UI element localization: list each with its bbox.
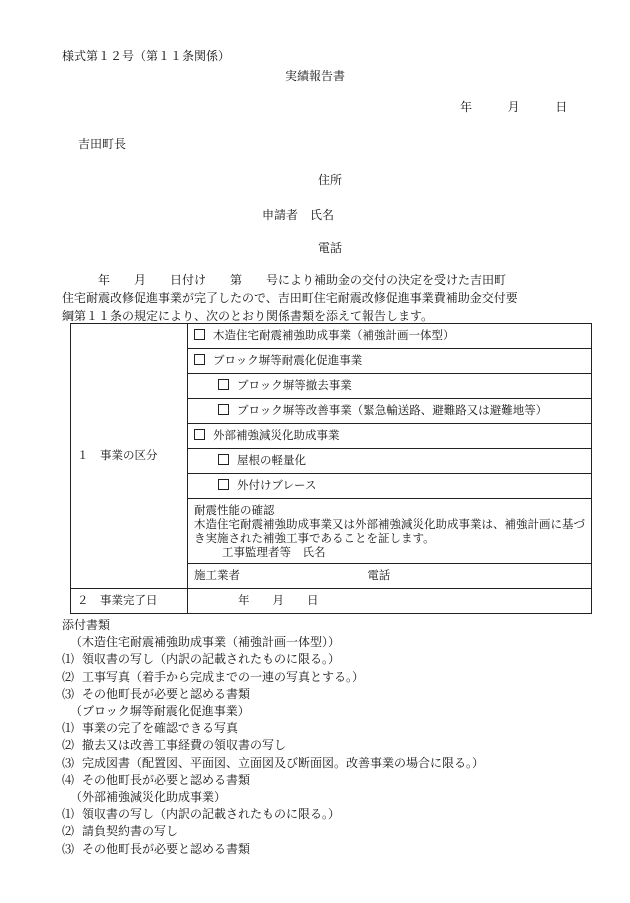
checkbox-icon[interactable]	[194, 429, 205, 440]
option-label: 外付けブレース	[237, 478, 317, 493]
seismic-confirmation-text: 木造住宅耐震補強助成事業又は外部補強減災化助成事業は、補強計画に基づ	[194, 517, 585, 531]
form-number: 様式第１２号（第１１条関係）	[62, 49, 231, 63]
attachment-item: ⑴ 領収書の写し（内訳の記載されたものに限る。）	[62, 652, 341, 667]
seismic-confirmation-title: 耐震性能の確認	[194, 503, 275, 517]
body-line: 住宅耐震改修促進事業が完了したので、吉田町住宅耐震改修促進事業費補助金交付要	[62, 291, 518, 305]
report-table	[70, 323, 592, 614]
seismic-confirmation-cell	[188, 499, 592, 564]
body-paragraph	[62, 271, 582, 325]
attachments-heading: 添付書類	[62, 618, 111, 632]
option-label: 屋根の軽量化	[237, 453, 306, 468]
attachment-item: ⑶ その他町長が必要と認める書類	[62, 686, 251, 701]
attachment-group-title: （ブロック塀等耐震化促進事業）	[70, 704, 250, 719]
applicant-name-label: 申請者 氏名	[262, 208, 335, 222]
seismic-confirmation-text: き実施された補強工事であることを証します。	[194, 531, 435, 545]
attachment-item: ⑴ 領収書の写し（内訳の記載されたものに限る。）	[62, 807, 341, 822]
addressee: 吉田町長	[78, 137, 127, 151]
report-date	[460, 99, 567, 115]
category-label: １ 事業の区分	[71, 324, 188, 589]
attachment-item: ⑶ 完成図書（配置図、平面図、立面図及び断面図。改善事業の場合に限る。）	[62, 755, 485, 770]
date-year-label: 年	[460, 100, 473, 114]
checkbox-icon[interactable]	[218, 404, 229, 415]
contractor-label: 施工業者	[194, 568, 240, 583]
attachment-item: ⑵ 工事写真（着手から完成までの一連の写真とする。）	[62, 669, 365, 684]
date-day-label: 日	[555, 100, 568, 114]
attachment-item: ⑷ その他町長が必要と認める書類	[62, 772, 251, 787]
date-month-label: 月	[507, 100, 520, 114]
checkbox-icon[interactable]	[194, 329, 205, 340]
checkbox-icon[interactable]	[194, 354, 205, 365]
attachment-item: ⑶ その他町長が必要と認める書類	[62, 841, 251, 856]
option-label: 外部補強減災化助成事業	[213, 428, 340, 443]
option-row[interactable]	[188, 399, 592, 424]
attachment-group-title: （外部補強減災化助成事業）	[70, 790, 227, 805]
option-label: ブロック塀等改善事業（緊急輸送路、避難路又は避難地等）	[237, 403, 548, 418]
option-label: ブロック塀等撤去事業	[237, 378, 352, 393]
checkbox-icon[interactable]	[218, 479, 229, 490]
option-row[interactable]	[188, 424, 592, 449]
address-label: 住所	[318, 173, 343, 187]
attachment-group-title: （木造住宅耐震補強助成事業（補強計画一体型））	[70, 635, 341, 650]
contractor-cell	[188, 564, 592, 589]
completion-date-value: 年 月 日	[188, 589, 592, 614]
document-title: 実績報告書	[284, 69, 345, 83]
option-row[interactable]	[188, 449, 592, 474]
option-label: 木造住宅耐震補強助成事業（補強計画一体型）	[213, 328, 455, 343]
body-line: 綱第１１条の規定により、次のとおり関係書類を添えて報告します。	[62, 309, 434, 323]
attachment-item: ⑵ 請負契約書の写し	[62, 824, 179, 839]
checkbox-icon[interactable]	[218, 454, 229, 465]
completion-date-label: ２ 事業完了日	[71, 589, 188, 614]
option-row[interactable]	[188, 324, 592, 349]
option-row[interactable]	[188, 349, 592, 374]
checkbox-icon[interactable]	[218, 379, 229, 390]
option-label: ブロック塀等耐震化促進事業	[213, 353, 363, 368]
supervisor-name-label: 工事監理者等 氏名	[222, 545, 326, 559]
attachments-section	[62, 617, 602, 858]
contractor-phone-label: 電話	[367, 568, 391, 583]
attachment-item: ⑴ 事業の完了を確認できる写真	[62, 721, 239, 736]
option-row[interactable]	[188, 474, 592, 499]
body-line: 年 月 日付け 第 号により補助金の交付の決定を受けた吉田町	[98, 273, 507, 287]
option-row[interactable]	[188, 374, 592, 399]
attachment-item: ⑵ 撤去又は改善工事経費の領収書の写し	[62, 738, 287, 753]
phone-label: 電話	[318, 241, 343, 255]
